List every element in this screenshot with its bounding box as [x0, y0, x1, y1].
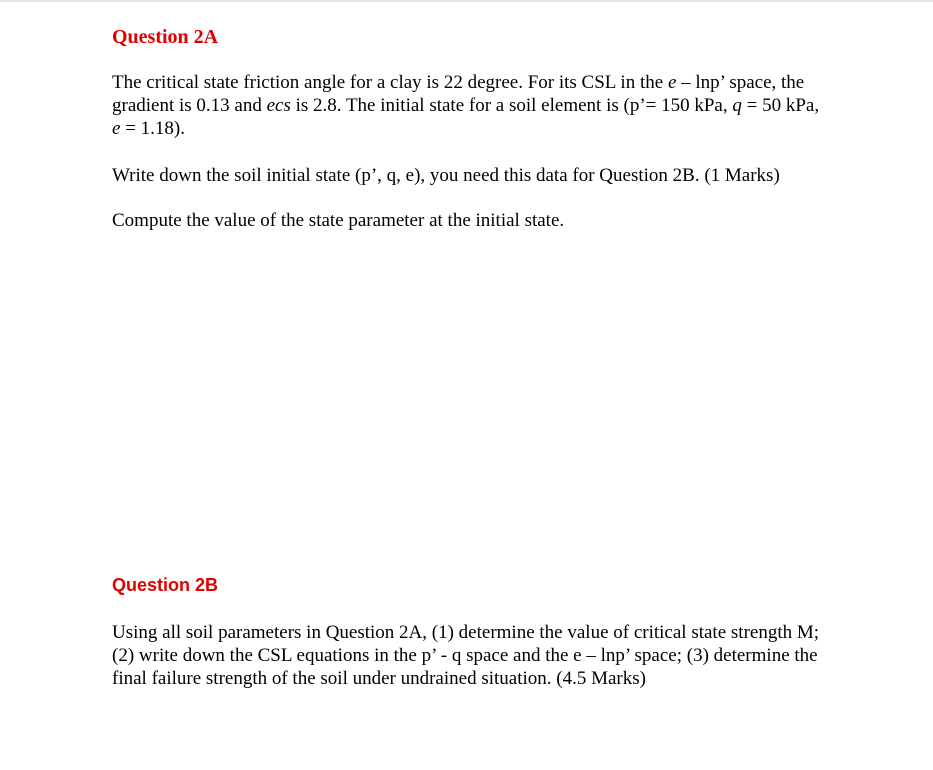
text-run: = 50 kPa,	[741, 95, 820, 116]
text-run: – lnp’ space, the	[676, 72, 805, 93]
question-2b-line-2: (2) write down the CSL equations in the p’ - q space and the e – lnp’ space; (3) determine the	[112, 645, 818, 666]
question-2a-task: Compute the value of the state parameter at the initial state.	[112, 210, 565, 231]
question-2a-paragraph-line-1	[112, 72, 804, 94]
question-2a-heading: Question 2A	[112, 26, 219, 48]
text-run: The critical state friction angle for a clay is 22 degree. For its CSL in the	[112, 72, 668, 93]
question-2a-instruction: Write down the soil initial state (p’, q, e), you need this data for Question 2B. (1 Marks)	[112, 165, 780, 186]
variable-e: e	[112, 118, 121, 139]
question-2b-heading: Question 2B	[112, 575, 219, 595]
variable-q: q	[732, 95, 742, 116]
question-2a-paragraph-line-2	[112, 95, 819, 117]
question-2b-line-1: Using all soil parameters in Question 2A, (1) determine the value of critical state strength M;	[112, 622, 820, 643]
text-run: gradient is 0.13 and	[112, 95, 267, 116]
text-run: = 1.18).	[120, 118, 185, 139]
question-2a-paragraph-line-3	[112, 118, 185, 140]
variable-e: e	[667, 72, 677, 93]
question-2b-line-3: final failure strength of the soil under undrained situation. (4.5 Marks)	[112, 668, 646, 689]
variable-ecs: ecs	[266, 95, 291, 116]
text-run: is 2.8. The initial state for a soil element is (p’= 150 kPa,	[290, 95, 733, 116]
